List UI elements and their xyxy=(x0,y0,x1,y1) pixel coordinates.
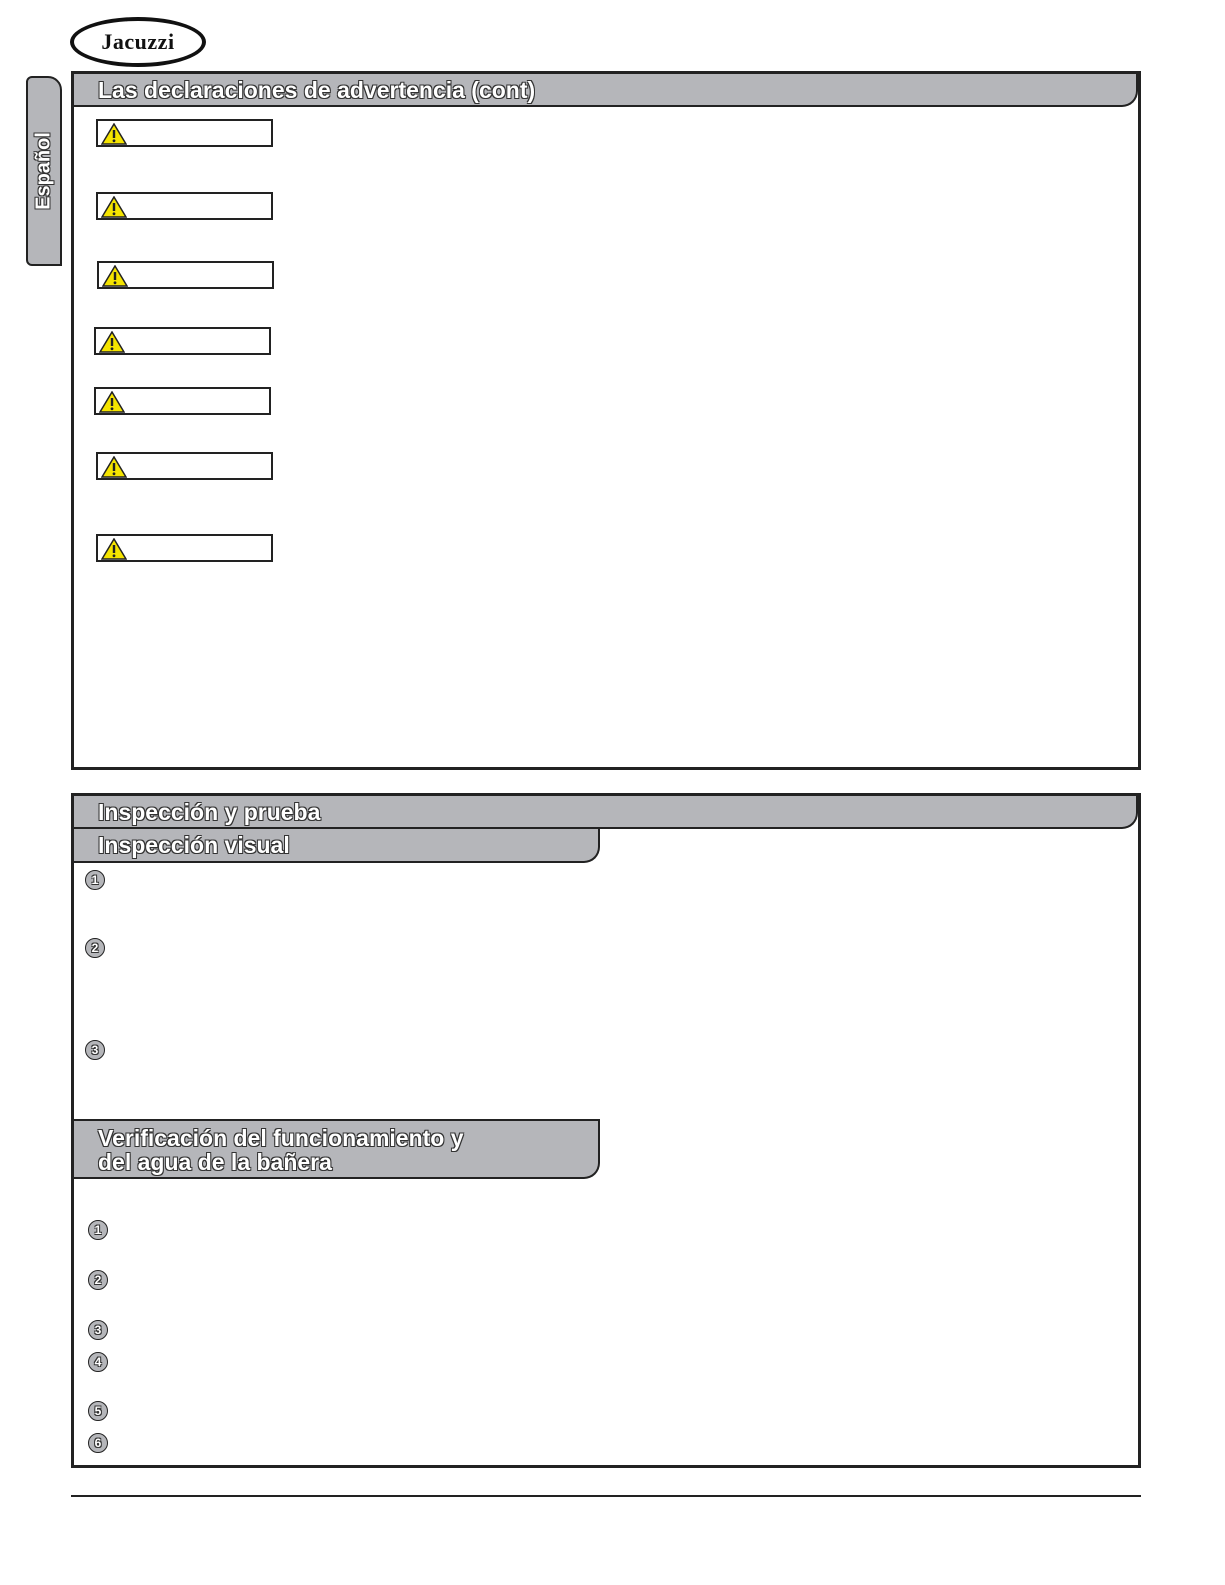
step-number-badge: 4 xyxy=(88,1352,108,1372)
step-number-badge: 1 xyxy=(88,1220,108,1240)
logo-text: Jacuzzi xyxy=(101,29,175,54)
step-number-badge: 2 xyxy=(85,938,105,958)
visual-inspection-title: Inspección visual xyxy=(98,832,290,858)
warning-label xyxy=(96,192,273,220)
visual-inspection-header xyxy=(74,829,600,863)
warning-triangle-icon xyxy=(101,456,127,478)
warnings-title: Las declaraciones de advertencia (cont) xyxy=(98,77,536,103)
warning-triangle-icon xyxy=(101,123,127,145)
warning-label xyxy=(96,119,273,147)
step-number-badge: 3 xyxy=(85,1040,105,1060)
step-number-badge: 5 xyxy=(88,1401,108,1421)
warning-label xyxy=(97,261,274,289)
warnings-header xyxy=(74,74,1138,107)
warning-triangle-icon xyxy=(101,196,127,218)
step-number-badge: 6 xyxy=(88,1433,108,1453)
warning-label xyxy=(96,452,273,480)
warning-triangle-icon xyxy=(102,265,128,287)
function-check-title-line1: Verificación del funcionamiento y xyxy=(98,1125,464,1151)
inspection-title: Inspección y prueba xyxy=(98,799,321,825)
warning-label xyxy=(96,534,273,562)
function-check-header xyxy=(74,1119,600,1179)
language-tab-label: Español xyxy=(32,132,55,210)
warning-triangle-icon xyxy=(99,391,125,413)
warning-label xyxy=(94,387,271,415)
warning-triangle-icon xyxy=(101,538,127,560)
jacuzzi-logo xyxy=(70,17,206,67)
step-number-badge: 2 xyxy=(88,1270,108,1290)
inspection-header xyxy=(74,796,1138,829)
language-tab xyxy=(26,76,62,266)
inspection-section xyxy=(71,793,1141,1468)
warning-triangle-icon xyxy=(99,331,125,353)
warnings-section xyxy=(71,71,1141,770)
step-number-badge: 3 xyxy=(88,1320,108,1340)
function-check-title-line2: del agua de la bañera xyxy=(98,1149,332,1175)
footer-divider xyxy=(71,1495,1141,1497)
step-number-badge: 1 xyxy=(85,870,105,890)
warning-label xyxy=(94,327,271,355)
